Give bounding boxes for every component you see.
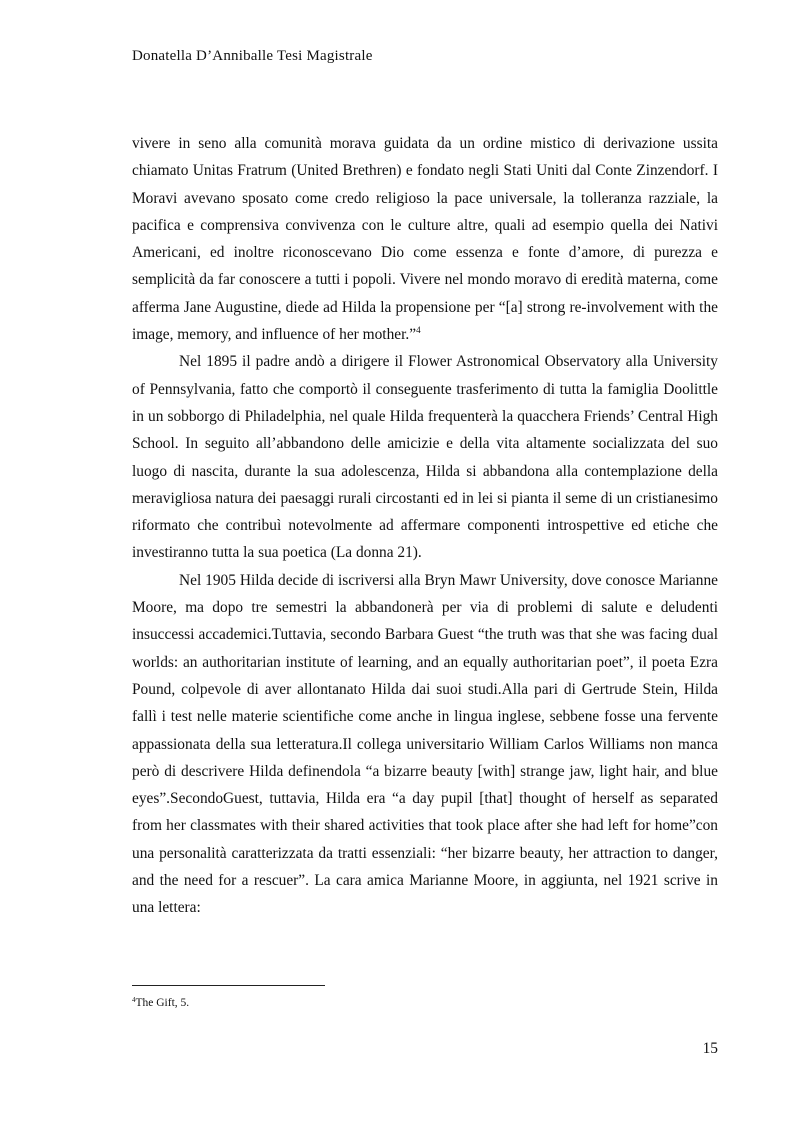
paragraph-3: Nel 1905 Hilda decide di iscriversi alla Bryn Mawr University, dove conosce Marianne Moore, ma dopo tre semestri la abbandonerà per via di problemi di salute e deludenti insuccessi accademici.Tuttavia, secondo Barbara Guest “the truth was that she was facing dual worlds: an authoritarian institute of learning, and an equally authoritarian poet”, il poeta Ezra Pound, colpevole di aver allontanato Hilda dai suoi studi.Alla pari di Gertrude Stein, Hilda fallì i test nelle materie scientifiche come anche in lingua inglese, sebbene fosse una fervente appassionata della sua letteratura.Il collega universitario William Carlos Williams non manca però di descrivere Hilda definendola “a bizarre beauty [with] strange jaw, light hair, and blue eyes”.SecondoGuest, tuttavia, Hilda era “a day pupil [that] thought of herself as separated from her classmates with their shared activities that took place after she had left for home”con una personalità caratterizzata da tratti essenziali: “her bizarre beauty, her attraction to danger, and the need for a rescuer”. La cara amica Marianne Moore, in aggiunta, nel 1921 scrive in una lettera:	[132, 571, 718, 917]
page-number: 15	[702, 1040, 718, 1057]
footnote	[132, 997, 189, 1009]
footnote-text: The Gift, 5.	[135, 997, 190, 1009]
body-text	[132, 130, 718, 922]
footnote-reference[interactable]: 4	[416, 325, 421, 336]
footnote-divider	[132, 985, 325, 986]
running-header: Donatella D’Anniballe Tesi Magistrale	[132, 48, 373, 64]
paragraph-2: Nel 1895 il padre andò a dirigere il Flower Astronomical Observatory alla University of Pennsylvania, fatto che comportò il conseguente trasferimento di tutta la famiglia Doolittle in un sobborgo di Philadelphia, nel quale Hilda frequenterà la quacchera Friends’ Central High School. In seguito all’abbandono delle amicizie e della vita altamente socializzata del suo luogo di nascita, durante la sua adolescenza, Hilda si abbandona alla contemplazione della meravigliosa natura dei paesaggi rurali circostanti ed in lei si pianta il seme di un cristianesimo riformato che contribuì notevolmente ad affermare componenti introspettive ed etiche che investiranno tutta la sua poetica (La donna 21).	[132, 353, 718, 562]
paragraph-1	[132, 130, 718, 348]
paragraph-1-text: vivere in seno alla comunità morava guidata da un ordine mistico di derivazione ussita chiamato Unitas Fratrum (United Brethren) e fondato negli Stati Uniti dal Conte Zinzendorf. I Moravi avevano sposato come credo religioso la pace universale, la tolleranza razziale, la pacifica e comprensiva convivenza con le culture altre, quali ad esempio quella dei Nativi Americani, ed inoltre riconoscevano Dio come essenza e fonte d’amore, di purezza e semplicità da far conoscere a tutti i popoli. Vivere nel mondo moravo di eredità materna, come afferma Jane Augustine, diede ad Hilda la propensione per “[a] strong re-involvement with the image, memory, and influence of her mother.”	[132, 135, 718, 344]
footnote-number: 4	[132, 996, 136, 1004]
